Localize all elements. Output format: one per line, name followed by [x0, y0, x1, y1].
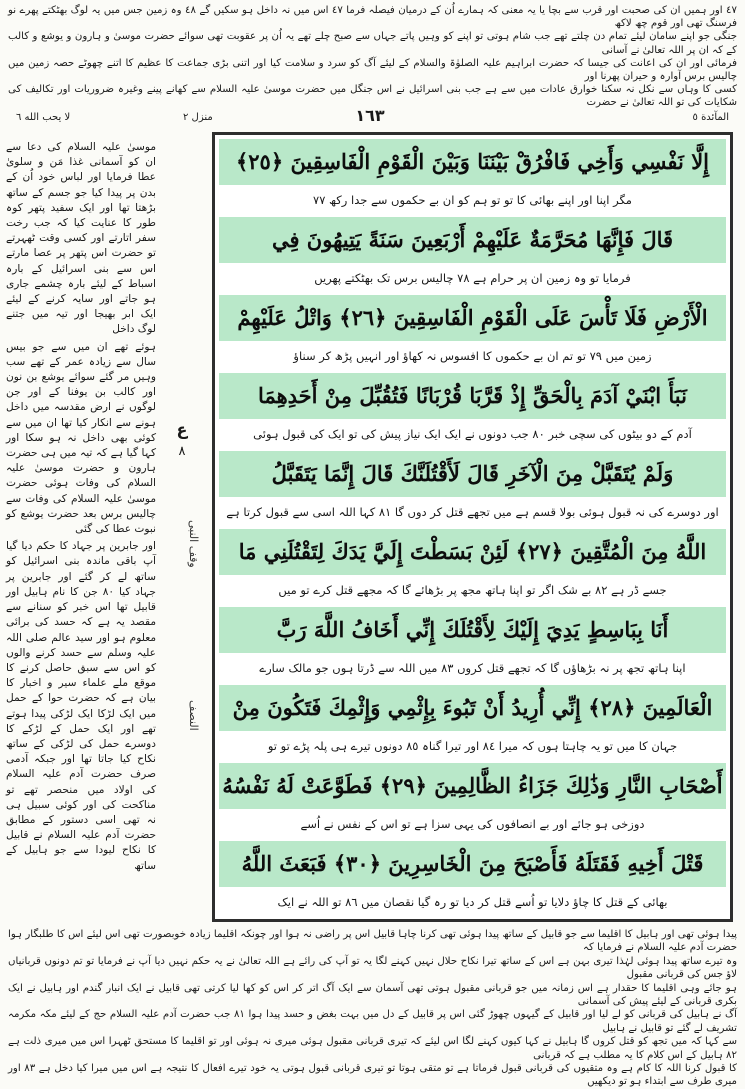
arabic-text: اللَّهُ مِنَ الْمُتَّقِينَ ﴿٢٧﴾ لَئِنْ بَسَطْتَ إِلَيَّ يَدَكَ لِتَقْتُلَنِي مَا — [219, 529, 726, 575]
ruku-number: ٨ — [178, 444, 186, 459]
bottom-commentary-line: ہو جائے وہی اقلیما کا حقدار ہے اس زمانہ میں جو قربانی مقبول ہوتی تھی آسمان سے ایک آگ اتر کر اس کو کھا لیا کرتی تھی قابیل نے ایک انبار گندم اور ہابیل نے ایک بکری قربانی کے لیئے پیش کی آسمانی — [8, 982, 737, 1008]
urdu-translation: اپنا ہاتھ تجھ پر نہ بڑھاؤں گا کہ تجھے قتل کروں ٨٣ میں اللہ سے ڈرتا ہوں جو مالک سارے — [259, 661, 686, 675]
top-commentary-line: کسی کا وہاں سے نکل نہ سکنا خوارق عادات میں سے ہے جب بنی اسرائیل نے اس جنگل میں حضرت موسیٰ علیہ السلام سے کھانے پینے وغیرہ ضروریات اور تکالیف کی شکایات کی تو اللہ تعالیٰ نے حضرت — [8, 84, 737, 109]
urdu-translation: مگر اپنا اور اپنے بھائی کا تو تو ہم کو ان بے حکموں سے جدا رکھ ٧٧ — [313, 193, 632, 207]
urdu-translation: جسے ڈر ہے ٨٢ بے شک اگر تو اپنا ہاتھ مجھ پر بڑھائے گا کہ مجھے قتل کرے تو میں — [278, 583, 667, 597]
arabic-text: الْأَرْضِ فَلَا تَأْسَ عَلَى الْقَوْمِ الْفَاسِقِينَ ﴿٢٦﴾ وَاتْلُ عَلَيْهِمْ — [219, 295, 726, 341]
urdu-translation: جہان کا میں تو یہ چاہتا ہوں کہ میرا ٨٤ اور تیرا گناہ ٨٥ دونوں تیرے ہی پلہ پڑے تو تو — [267, 739, 678, 753]
arabic-text: نَبَأَ ابْنَيْ آدَمَ بِالْحَقِّ إِذْ قَرَّبَا قُرْبَانًا فَتُقُبِّلَ مِنْ أَحَدِهِمَا — [219, 373, 726, 419]
arabic-text: إِلَّا نَفْسِي وَأَخِي فَافْرُقْ بَيْنَنَا وَبَيْنَ الْقَوْمِ الْفَاسِقِينَ ﴿٢٥﴾ — [219, 139, 726, 185]
side-label-nisf: النصف — [187, 700, 200, 731]
side-commentary — [6, 140, 156, 910]
arabic-text: أَنَا بِبَاسِطٍ يَدِيَ إِلَيْكَ لِأَقْتُلَكَ إِنِّي أَخَافُ اللَّهَ رَبَّ — [219, 607, 726, 653]
manzil-label: المآئدة ٥ — [692, 112, 729, 123]
juz-label: لا يحب الله ٦ — [16, 112, 71, 123]
arabic-text: الْعَالَمِينَ ﴿٢٨﴾ إِنِّي أُرِيدُ أَنْ تَبُوءَ بِإِثْمِي وَإِثْمِكَ فَتَكُونَ مِنْ — [219, 685, 726, 731]
side-label-waqf: وقف النبی — [187, 520, 200, 568]
side-commentary-paragraph: موسیٰ علیہ السلام کی دعا سے ان کو آسمانی غذا مَن و سلویٰ عطا فرمایا اور لباس خود اُن کے بدن پر پیدا کیا جو جسم کے ساتھ بڑھتا تھا اور ایک سفید پتھر کوہ طور کا عنایت کیا کہ جب رخت سفر اتارتے اور کسی وقت ٹھہرتے تو حضرت اس پتھر پر عصا مارتے اس سے بنی اسرائیل کے بارہ اسباط کے لیئے بارہ چشمے جاری ہو جاتے اور سایہ کرنے کے لیئے ایک ابر بھیجا اور تیہ میں جتنے لوگ داخل — [6, 141, 156, 336]
arabic-text: قَالَ فَإِنَّهَا مُحَرَّمَةٌ عَلَيْهِمْ أَرْبَعِينَ سَنَةً يَتِيهُونَ فِي — [219, 217, 726, 263]
arabic-text: وَلَمْ يُتَقَبَّلْ مِنَ الْآخَرِ قَالَ لَأَقْتُلَنَّكَ قَالَ إِنَّمَا يَتَقَبَّلُ — [219, 451, 726, 497]
page-number: ١٦٣ — [355, 106, 385, 125]
arabic-text: أَصْحَابِ النَّارِ وَذَٰلِكَ جَزَاءُ الظَّالِمِينَ ﴿٢٩﴾ فَطَوَّعَتْ لَهُ نَفْسُهُ — [219, 763, 726, 809]
bottom-commentary — [8, 928, 738, 1088]
side-commentary-paragraph: ہوئے تھے ان میں سے جو بیس سال سے زیادہ عمر کے تھے سب وہیں مر گئے سوائے یوشع بن نون اور کالب بن یوفنا کے اور جن لوگوں نے ارض مقدسہ میں داخل ہونے سے انکار کیا تھا ان میں سے کوئی بھی داخل نہ ہو سکا اور کہا گیا ہے کہ تیہ میں ہی حضرت ہارون و حضرت موسیٰ علیہ السلام کی وفات ہوئی حضرت موسیٰ علیہ السلام کی وفات سے چالیس برس بعد حضرت یوشع کو نبوت عطا کی گئی — [6, 340, 156, 536]
bottom-commentary-line: وہ تیرے ساتھ پیدا ہوئی لہٰذا تیری بہن ہے اس کے ساتھ تیرا نکاح حلال نہیں کہنے لگا یہ تو آپ کی رائے ہے اللہ تعالیٰ نے یہ حکم نہیں دیا آپ نے فرمایا تو تم دونوں قربانیاں لاؤ جس کی قربانی مقبول — [8, 955, 737, 981]
top-commentary-line: ٤٧ اور ہمیں ان کی صحبت اور قرب سے بچا یا یہ معنی کہ ہمارے اُن کے درمیان فیصلہ فرما ٤٧ اس میں نہ داخل ہو سکیں گے ٤٨ وہ زمین جس میں یہ لوگ بھٹکتے پھرے نو فرسنگ تھی اور قوم چھ لاکھ — [8, 5, 737, 30]
top-commentary-line: جنگی جو اپنے سامان لیئے تمام دن چلتے تھے جب شام ہوتی تو اپنے کو وہیں پاتے جہاں سے صبح چلے تھے یہ اُن پر عقوبت تھی سوائے حضرت موسیٰ و ہارون و یوشع و کالب کے کہ ان پر اللہ تعالیٰ نے آسانی — [8, 31, 737, 56]
urdu-translation: اور دوسرے کی نہ قبول ہوئی بولا قسم ہے میں تجھے قتل کر دوں گا ٨١ کہا اللہ اسی سے قبول کرتا ہے — [226, 505, 719, 519]
urdu-translation: آدم کے دو بیٹوں کی سچی خبر ٨٠ جب دونوں نے ایک ایک نیاز پیش کی تو ایک کی قبول ہوئی — [253, 427, 692, 441]
top-commentary-line: فرمائی اور ان کی اعانت کی جیسا کہ حضرت ابراہیم علیہ الصلوٰۃ والسلام کے لیئے آگ کو سرد و سلامت کیا اور اتنی بڑی جماعت کا عظیم کا اتنے چھوٹے حصہ زمین میں چالیس برس آوارہ و حیران پھرنا اور — [8, 57, 737, 83]
arabic-text: قَتْلَ أَخِيهِ فَقَتَلَهُ فَأَصْبَحَ مِنَ الْخَاسِرِينَ ﴿٣٠﴾ فَبَعَثَ اللَّهُ — [219, 841, 726, 887]
urdu-translation: زمین میں ٧٩ تو تم ان بے حکموں کا افسوس نہ کھاؤ اور انہیں پڑھ کر سناؤ — [293, 349, 652, 363]
side-commentary-paragraph: اور جابرین پر جہاد کا حکم دیا گیا آپ باقی ماندہ بنی اسرائیل کو ساتھ لے کر گئے اور جابرین پر جہاد کیا ٨٠ جن کا نام ہابیل اور قابیل تھا اس خبر کو سنانے سے مقصد یہ ہے کہ حسد کی برائی معلوم ہو اور سید عالم صلی اللہ علیہ وسلم سے حسد کرنے والوں کو اس سے سبق حاصل کرنے کا موقع ملے علماء سیر و اخبار کا بیان ہے کہ حضرت حوا کے حمل میں ایک لڑکا ایک لڑکی پیدا ہوتے تھے اور ایک حمل کے لڑکے کا دوسرے حمل کی لڑکی کے ساتھ نکاح کیا جاتا تھا اور جبکہ آدمی صرف حضرت آدم علیہ السلام کی اولاد میں منحصر تھے تو مناکحت کی اور کوئی سبیل ہی نہ تھی اسی دستور کے مطابق حضرت آدم علیہ السلام نے قابیل کا نکاح لیودا سے جو ہابیل کے ساتھ — [6, 540, 156, 872]
ruku-symbol: ع — [176, 420, 188, 439]
surah-side-label: منزل ٢ — [183, 112, 213, 123]
urdu-translation: دوزخی ہو جائے اور بے انصافوں کی یہی سزا ہے تو اس کے نفس نے اُسے — [300, 817, 645, 831]
urdu-translation: فرمایا تو وہ زمین ان پر حرام ہے ٧٨ چالیس برس تک بھٹکتے پھریں — [314, 271, 631, 285]
bottom-commentary-line: آگ نے ہابیل کی قربانی کو لے لیا اور قابیل کے گیہوں چھوڑ گئی اس پر قابیل کے دل میں بہت بغض و حسد پیدا ہوا ٨١ جب حضرت آدم علیہ السلام حج کے لیئے مکہ مکرمہ تشریف لے گئے تو قابیل نے ہابیل — [8, 1009, 738, 1034]
urdu-translation: بھائی کے قتل کا چاؤ دلایا تو اُسے قتل کر دیا تو رہ گیا نقصان میں ٨٦ تو اللہ نے ایک — [277, 895, 668, 909]
bottom-commentary-line: کا قبول کرنا اللہ کا کام ہے وہ متقیوں کی قربانی قبول فرماتا ہے تو متقی ہوتا تو تیری قربانی قبول ہوتی یہ خود تیرے افعال کا نتیجہ ہے اس میں میرا کیا دخل ہے ٨٣ اور میری طرف سے ابتداء ہو تو دیکھیں — [8, 1063, 737, 1088]
verse-frame — [212, 132, 733, 922]
bottom-commentary-line: سے کہا کہ میں تجھ کو قتل کروں گا ہابیل نے کہا کیوں کہنے لگا اس لیئے کہ تیری قربانی مقبول ہوئی میری نہ ہوئی اور تو اقلیما کا مستحق ٹھہرا اس میں میری ذلت ہے ٨٢ ہابیل کے اس کلام کا یہ مطلب ہے کہ قربانی — [8, 1036, 737, 1061]
bottom-commentary-line: پیدا ہوئی تھی اور ہابیل کا اقلیما سے جو قابیل کے ساتھ پیدا ہوئی تھی کرنا چاہا قابیل اس پر راضی نہ ہوا اور چونکہ اقلیما زیادہ خوبصورت تھی اس لیئے اس کا طلبگار ہوا حضرت آدم علیہ السلام نے فرمایا کہ — [8, 929, 737, 954]
